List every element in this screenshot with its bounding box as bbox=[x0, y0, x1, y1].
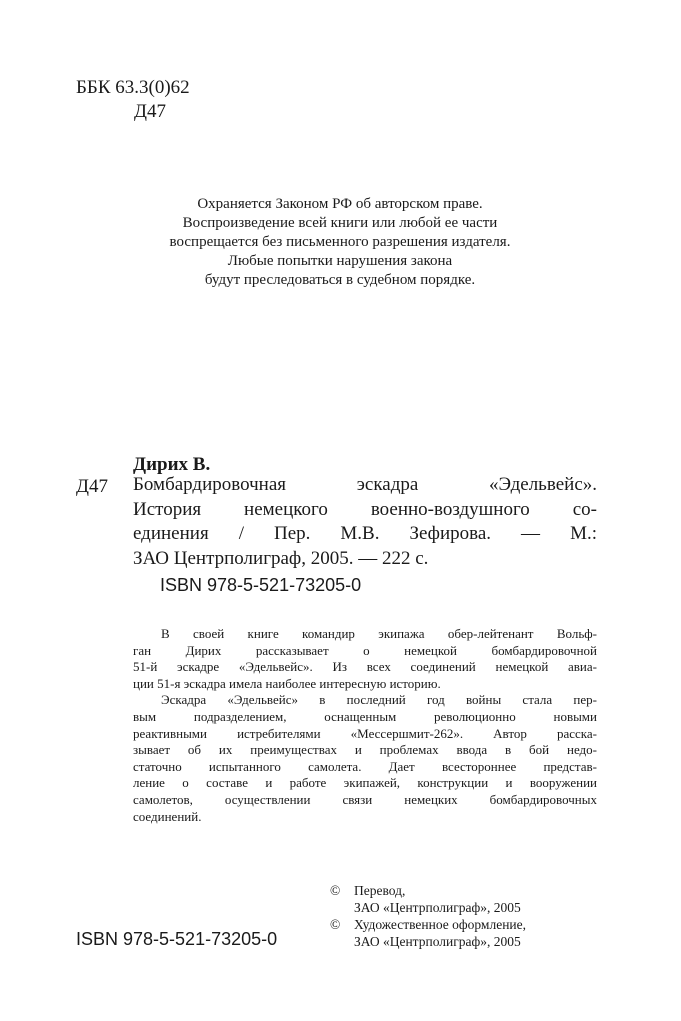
annotation-line: В своей книге командир экипажа обер-лейтенант Вольф- bbox=[161, 626, 597, 641]
biblio-line: единения / Пер. М.В. Зефирова. — М.: bbox=[133, 523, 597, 544]
annotation-line: статочно испытанного самолета. Дает всестороннее представ- bbox=[133, 758, 597, 774]
annotation-line: 51-й эскадре «Эдельвейс». Из всех соединений немецкой авиа- bbox=[133, 659, 597, 675]
credit-line: Художественное оформление, bbox=[354, 917, 527, 932]
catalog-code: Д47 bbox=[76, 476, 108, 497]
copyright-symbol: © bbox=[330, 883, 341, 898]
copyright-notice-line: Любые попытки нарушения закона bbox=[227, 253, 453, 269]
annotation-line: ции 51-я эскадра имела наиболее интересную историю. bbox=[133, 675, 441, 691]
copyright-credits bbox=[330, 882, 526, 950]
biblio-line: Бомбардировочная эскадра «Эдельвейс». bbox=[133, 474, 597, 495]
annotation-line: ление о составе и работе экипажей, конструкции и вооружении bbox=[133, 775, 597, 791]
annotation-line: ган Дирих рассказывает о немецкой бомбардировочной bbox=[133, 642, 597, 658]
isbn-record: ISBN 978-5-521-73205-0 bbox=[160, 575, 362, 595]
copyright-notice-line: Воспроизведение всей книги или любой ее части bbox=[182, 215, 498, 231]
copyright-notice bbox=[80, 195, 600, 290]
bbk-author-code: Д47 bbox=[134, 101, 166, 122]
annotation-line: самолетов, осуществлении связи немецких бомбардировочных bbox=[133, 791, 597, 807]
copyright-notice-line: воспрещается без письменного разрешения издателя. bbox=[169, 234, 511, 250]
bbk-classification: ББК 63.3(0)62 bbox=[76, 77, 190, 98]
annotation-line: зывает об их преимуществах и проблемах ввода в бой недо- bbox=[133, 742, 597, 758]
annotation-line: Эскадра «Эдельвейс» в последний год войны стала пер- bbox=[161, 692, 597, 708]
biblio-line: ЗАО Центрполиграф, 2005. — 222 с. bbox=[133, 547, 429, 569]
copyright-symbol: © bbox=[330, 917, 341, 932]
bibliographic-description bbox=[133, 473, 597, 571]
credit-line: ЗАО «Центрполиграф», 2005 bbox=[354, 934, 521, 949]
annotation-line: соединений. bbox=[133, 808, 202, 824]
copyright-notice-line: будут преследоваться в судебном порядке. bbox=[204, 272, 476, 288]
annotation-line: вым подразделением, оснащенным революционно новыми bbox=[133, 708, 597, 724]
copyright-notice-line: Охраняется Законом РФ об авторском праве. bbox=[197, 196, 483, 212]
credit-line: ЗАО «Центрполиграф», 2005 bbox=[354, 900, 521, 915]
annotation-line: реактивными истребителями «Мессершмит-262». Автор расска- bbox=[133, 725, 597, 741]
book-annotation bbox=[133, 626, 597, 825]
isbn-footer: ISBN 978-5-521-73205-0 bbox=[76, 929, 278, 949]
credit-line: Перевод, bbox=[354, 883, 406, 898]
author-name: Дирих В. bbox=[133, 454, 211, 475]
biblio-line: История немецкого военно-воздушного со- bbox=[133, 498, 597, 520]
